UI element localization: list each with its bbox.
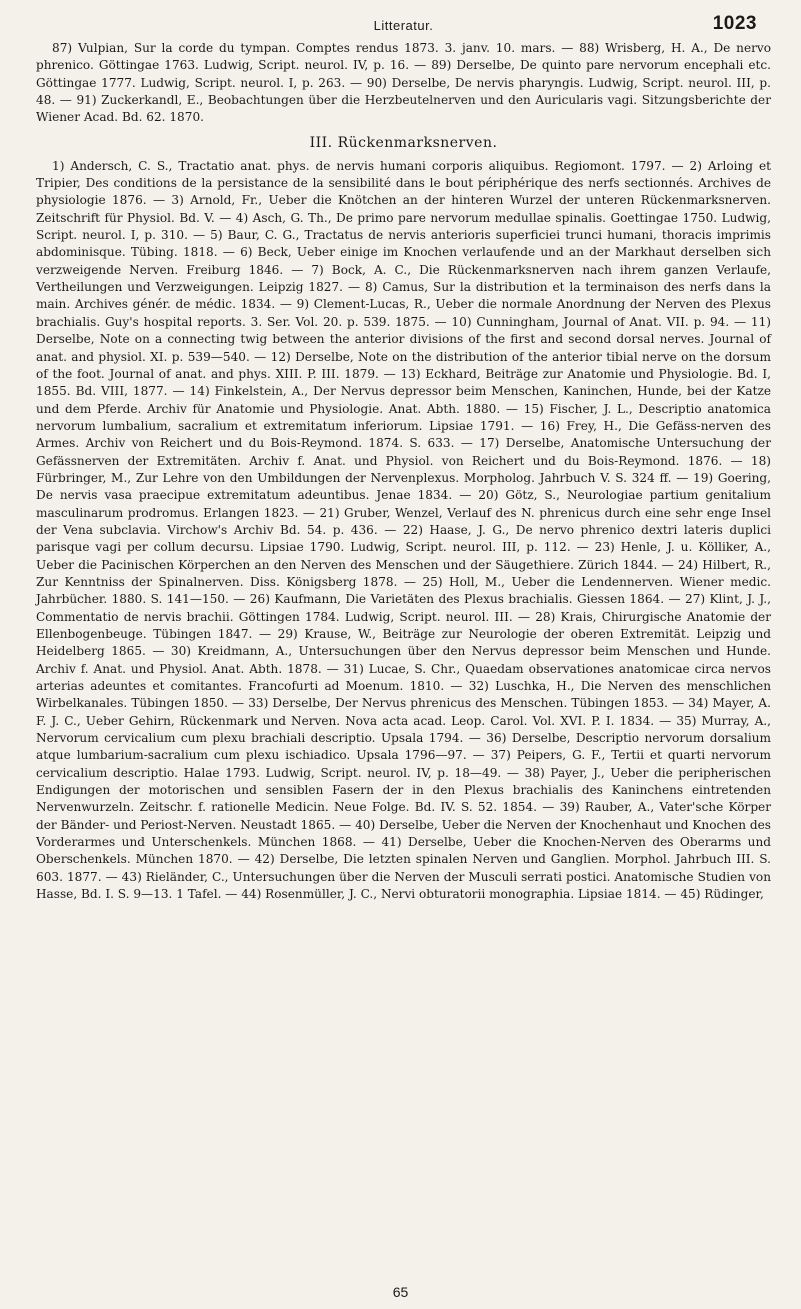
section-heading: III. Rückenmarksnerven. <box>309 134 498 151</box>
running-head <box>36 10 771 40</box>
bibliography-continuation: 87) Vulpian, Sur la corde du tympan. Comptes rendus 1873. 3. janv. 10. mars. — 88) Wrisberg, H. A., De nervo phrenico. Göttingae 1763. Ludwig, Script. neurol. IV, p. 16. — 89) Derselbe, De quinto pare nervorum encephali etc. Göttingae 1777. Ludwig, Script. neurol. I, p. 263. — 90) Derselbe, De nervis pharyngis. Ludwig, Script. neurol. III, p. 48. — 91) Zuckerkandl, E., Beobachtungen über die Herzbeutelnerven und den Auricularis vagi. Sitzungsberichte der Wiener Acad. Bd. 62. 1870. <box>36 41 771 125</box>
running-title: Litteratur. <box>373 18 434 33</box>
bibliography-section-text: 1) Andersch, C. S., Tractatio anat. phys. de nervis humani corporis aliquibus. Regiomont. 1797. — 2) Arloing et Tripier, Des conditions de la persistance de la sensibilité dans le bout périphérique des nerfs sectionnés. Archives de physiologie 1876. — 3) Arnold, Fr., Ueber die Knötchen an der hinteren Wurzel der unteren Rückenmarksnerven. Zeitschrift für Physiol. Bd. V. — 4) Asch, G. Th., De primo pare nervorum medullae spinalis. Goettingae 1750. Ludwig, Script. neurol. I, p. 310. — 5) Baur, C. G., Tractatus de nervis anterioris superficiei trunci humani, thoracis imprimis abdominisque. Tübing. 1818. — 6) Beck, Ueber einige im Knochen verlaufende und an der Markhaut derselben sich verzweigende Nerven. Freiburg 1846. — 7) Bock, A. C., Die Rückenmarksnerven nach ihrem ganzen Verlaufe, Vertheilungen und Verzweigungen. Leipzig 1827. — 8) Camus, Sur la distribution et la terminaison des nerfs dans la main. Archives génér. de médic. 1834. — 9) Clement-Lucas, R., Ueber die normale Anordnung der Nerven des Plexus brachialis. Guy's hospital reports. 3. Ser. Vol. 20. p. 539. 1875. — 10) Cunningham, Journal of Anat. VII. p. 94. — 11) Derselbe, Note on a connecting twig between the anterior divisions of the first and second dorsal nerves. Journal of anat. and physiol. XI. p. 539—540. — 12) Derselbe, Note on the distribution of the anterior tibial nerve on the dorsum of the foot. Journal of anat. and phys. XIII. P. III. 1879. — 13) Eckhard, Beiträge zur Anatomie und Physiologie. Bd. I, 1855. Bd. VIII, 1877. — 14) Finkelstein, A., Der Nervus depressor beim Menschen, Kaninchen, Hunde, bei der Katze und dem Pferde. Archiv für Anatomie und Physiologie. Anat. Abth. 1880. — 15) Fischer, J. L., Descriptio anatomica nervorum lumbalium, sacralium et extremitatum inferiorum. Lipsiae 1791. — 16) Frey, H., Die Gefäss-nerven des Armes. Archiv von Reichert und du Bois-Reymond. 1874. S. 633. — 17) Derselbe, Anatomische Untersuchung der Gefässnerven der Extremitäten. Archiv f. Anat. und Physiol. von Reichert und du Bois-Reymond. 1876. — 18) Fürbringer, M., Zur Lehre von den Umbildungen der Nervenplexus. Morpholog. Jahrbuch V. S. 324 ff. — 19) Goering, De nervis vasa praecipue extremitatum adeuntibus. Jenae 1834. — 20) Götz, S., Neurologiae partium genitalium masculinarum prodromus. Erlangen 1823. — 21) Gruber, Wenzel, Verlauf des N. phrenicus durch eine sehr enge Insel der Vena subclavia. Virchow's Archiv Bd. 54. p. 436. — 22) Haase, J. G., De nervo phrenico dextri lateris duplici parisque vagi per collum decursu. Lipsiae 1790. Ludwig, Script. neurol. III, p. 112. — 23) Henle, J. u. Kölliker, A., Ueber die Pacinischen Körperchen an den Nerven des Menschen und der Säugethiere. Zürich 1844. — 24) Hilbert, R., Zur Kenntniss der Spinalnerven. Diss. Königsberg 1878. — 25) Holl, M., Ueber die Lendennerven. Wiener medic. Jahrbücher. 1880. S. 141—150. — 26) Kaufmann, Die Varietäten des Plexus brachialis. Giessen 1864. — 27) Klint, J. J., Commentatio de nervis brachii. Göttingen 1784. Ludwig, Script. neurol. III. — 28) Krais, Chirurgische Anatomie der Ellenbogenbeuge. Tübingen 1847. — 29) Krause, W., Beiträge zur Neurologie der oberen Extremität. Leipzig und Heidelberg 1865. — 30) Kreidmann, A., Untersuchungen über den Nervus depressor beim Menschen und Hunde. Archiv f. Anat. und Physiol. Anat. Abth. 1878. — 31) Lucae, S. Chr., Quaedam observationes anatomicae circa nervos arterias adeuntes et comitantes. Francofurti ad Moenum. 1810. — 32) Luschka, H., Die Nerven des menschlichen Wirbelkanales. Tübingen 1850. — 33) Derselbe, Der Nervus phrenicus des Menschen. Tübingen 1853. — 34) Mayer, A. F. J. C., Ueber Gehirn, Rückenmark und Nerven. Nova acta acad. Leop. Carol. Vol. XVI. P. I. 1834. — 35) Murray, A., Nervorum cervicalium cum plexu brachiali descriptio. Upsala 1794. — 36) Derselbe, Descriptio nervorum dorsalium atque lumbarium-sacralium cum plexu ischiadico. Upsala 1796—97. — 37) Peipers, G. F., Tertii et quarti nervorum cervicalium descriptio. Halae 1793. Ludwig, Script. neurol. IV, p. 18—49. — 38) Payer, J., Ueber die peripherischen Endigungen der motorischen und sensiblen Fasern der in den Plexus brachialis des Kaninchens eintretenden Nervenwurzeln. Zeitschr. f. rationelle Medicin. Neue Folge. Bd. IV. S. 52. 1854. — 39) Rauber, A., Vater'sche Körper der Bänder- und Periost-Nerven. Neustadt 1865. — 40) Derselbe, Ueber die Nerven der Knochenhaut und Knochen des Vorderarmes und Unterschenkels. München 1868. — 41) Derselbe, Ueber die Knochen-Nerven des Oberarms und Oberschenkels. München 1870. — 42) Derselbe, Die letzten spinalen Nerven und Ganglien. Morphol. Jahrbuch III. S. 603. 1877. — 43) Rieländer, C., Untersuchungen über die Nerven der Musculi serrati postici. Anatomische Studien von Hasse, Bd. I. S. 9—13. 1 Tafel. — 44) Rosenmüller, J. C., Nervi obturatorii monographia. Lipsiae 1814. — 45) Rüdinger, <box>36 158 771 902</box>
signature-mark: 65 <box>392 1284 409 1300</box>
page-number: 1023 <box>712 13 757 34</box>
